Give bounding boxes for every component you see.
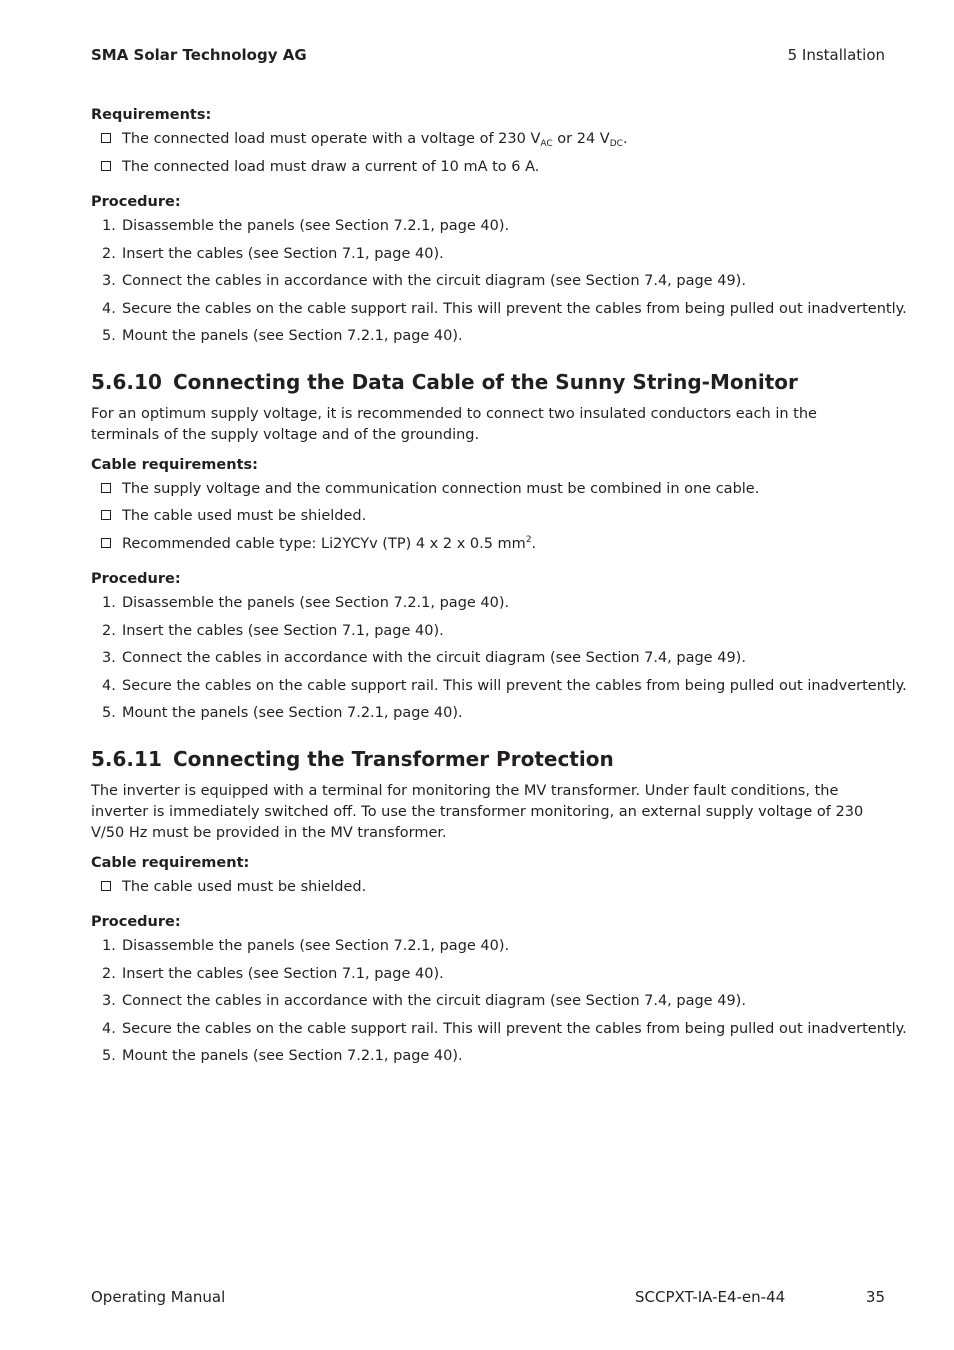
list-item xyxy=(91,158,871,186)
superscript: 2 xyxy=(525,534,532,545)
section-heading xyxy=(91,368,871,396)
list-item xyxy=(91,878,871,906)
step-number: 1. xyxy=(102,595,116,611)
step-text: Disassemble the panels (see Section 7.2.1, page 40). xyxy=(122,595,510,611)
step-number: 3. xyxy=(102,650,116,666)
checkbox-icon xyxy=(101,483,111,493)
list-item xyxy=(91,704,871,732)
requirement-text: The supply voltage and the communication connection must be combined in one cable. xyxy=(122,480,760,497)
section-number: 5.6.11 xyxy=(91,746,162,771)
step-text: Disassemble the panels (see Section 7.2.1, page 40). xyxy=(122,938,510,954)
cable-requirement-label: Cable requirement: xyxy=(91,854,250,871)
list-item xyxy=(91,677,907,705)
requirements-list xyxy=(91,878,871,906)
list-item xyxy=(91,507,871,535)
footer-doc-code: SCCPXT-IA-E4-en-44 xyxy=(635,1288,786,1306)
step-text: Connect the cables in accordance with the circuit diagram (see Section 7.4, page 49). xyxy=(122,273,746,289)
step-text: Connect the cables in accordance with the circuit diagram (see Section 7.4, page 49). xyxy=(122,650,746,666)
step-number: 3. xyxy=(102,993,116,1009)
step-number: 2. xyxy=(102,622,116,639)
step-number: 3. xyxy=(102,273,116,289)
list-item xyxy=(91,622,871,650)
step-number: 5. xyxy=(102,1048,116,1064)
section-intro: The inverter is equipped with a terminal for monitoring the MV transformer. Under fault conditions, the inverter is immediately switched off. To use the transformer monitoring, an external supply voltage of 230 V/50 Hz must be provided in the MV transformer. xyxy=(91,782,864,841)
requirement-text: The connected load must draw a current of 10 mA to 6 A. xyxy=(122,158,540,175)
list-item xyxy=(91,649,871,677)
step-text: Insert the cables (see Section 7.1, page 40). xyxy=(122,622,444,639)
requirement-text: . xyxy=(531,535,537,552)
step-text: Mount the panels (see Section 7.2.1, page 40). xyxy=(122,1048,463,1064)
checkbox-icon xyxy=(101,510,111,520)
step-text: Insert the cables (see Section 7.1, page 40). xyxy=(122,245,444,262)
header-company: SMA Solar Technology AG xyxy=(91,46,307,64)
requirements-list xyxy=(91,480,871,563)
checkbox-icon xyxy=(101,161,111,171)
step-text: Secure the cables on the cable support rail. This will prevent the cables from being pulled out inadvertently. xyxy=(122,677,907,694)
step-number: 2. xyxy=(102,245,116,262)
footer-manual: Operating Manual xyxy=(91,1288,226,1306)
procedure-list xyxy=(91,594,907,732)
step-number: 4. xyxy=(102,300,116,317)
section-number: 5.6.10 xyxy=(91,369,162,394)
list-item xyxy=(91,300,907,328)
list-item xyxy=(91,965,871,993)
step-number: 1. xyxy=(102,218,116,234)
procedure-label: Procedure: xyxy=(91,571,181,587)
section-title: Connecting the Transformer Protection xyxy=(173,746,614,771)
list-item xyxy=(91,594,871,622)
page-number: 35 xyxy=(865,1288,885,1306)
requirement-text: The cable used must be shielded. xyxy=(122,508,367,524)
requirements-label: Requirements: xyxy=(91,107,212,123)
requirement-text: . xyxy=(622,131,628,147)
section-intro: For an optimum supply voltage, it is recommended to connect two insulated conductors each in the terminals of the supply voltage and of the grounding. xyxy=(91,405,817,443)
procedure-list xyxy=(91,217,907,355)
step-number: 1. xyxy=(102,938,116,954)
list-item xyxy=(91,937,871,965)
subscript-dc: DC xyxy=(609,139,623,149)
step-text: Secure the cables on the cable support rail. This will prevent the cables from being pulled out inadvertently. xyxy=(122,300,907,317)
list-item xyxy=(91,1047,871,1075)
list-item xyxy=(91,245,871,273)
requirement-text: The connected load must operate with a voltage of 230 V xyxy=(122,131,541,147)
step-text: Connect the cables in accordance with the circuit diagram (see Section 7.4, page 49). xyxy=(122,993,746,1009)
cable-requirements-label: Cable requirements: xyxy=(91,456,258,473)
requirement-text: or 24 V xyxy=(552,131,610,147)
step-text: Mount the panels (see Section 7.2.1, page 40). xyxy=(122,705,463,721)
checkbox-icon xyxy=(101,538,111,548)
checkbox-icon xyxy=(101,133,111,143)
list-item xyxy=(91,130,871,158)
list-item xyxy=(91,992,871,1020)
procedure-label: Procedure: xyxy=(91,194,181,210)
step-number: 5. xyxy=(102,328,116,344)
step-text: Insert the cables (see Section 7.1, page 40). xyxy=(122,965,444,982)
step-number: 2. xyxy=(102,965,116,982)
page-content xyxy=(91,104,907,1081)
list-item xyxy=(91,1020,907,1048)
procedure-label: Procedure: xyxy=(91,914,181,930)
step-text: Secure the cables on the cable support rail. This will prevent the cables from being pulled out inadvertently. xyxy=(122,1020,907,1037)
list-item xyxy=(91,217,871,245)
step-text: Disassemble the panels (see Section 7.2.1, page 40). xyxy=(122,218,510,234)
section-heading xyxy=(91,745,871,773)
header-chapter: 5 Installation xyxy=(787,46,885,64)
step-number: 4. xyxy=(102,677,116,694)
section-title: Connecting the Data Cable of the Sunny String-Monitor xyxy=(173,369,798,394)
list-item xyxy=(91,480,871,508)
subscript-ac: AC xyxy=(540,139,553,149)
step-number: 4. xyxy=(102,1020,116,1037)
requirement-text: Recommended cable type: Li2YCYv (TP) 4 x 2 x 0.5 mm xyxy=(122,535,526,552)
step-text: Mount the panels (see Section 7.2.1, page 40). xyxy=(122,328,463,344)
list-item xyxy=(91,272,871,300)
requirements-list xyxy=(91,130,871,185)
checkbox-icon xyxy=(101,881,111,891)
step-number: 5. xyxy=(102,705,116,721)
procedure-list xyxy=(91,937,907,1075)
list-item xyxy=(91,535,871,563)
requirement-text: The cable used must be shielded. xyxy=(122,878,367,895)
list-item xyxy=(91,327,871,355)
